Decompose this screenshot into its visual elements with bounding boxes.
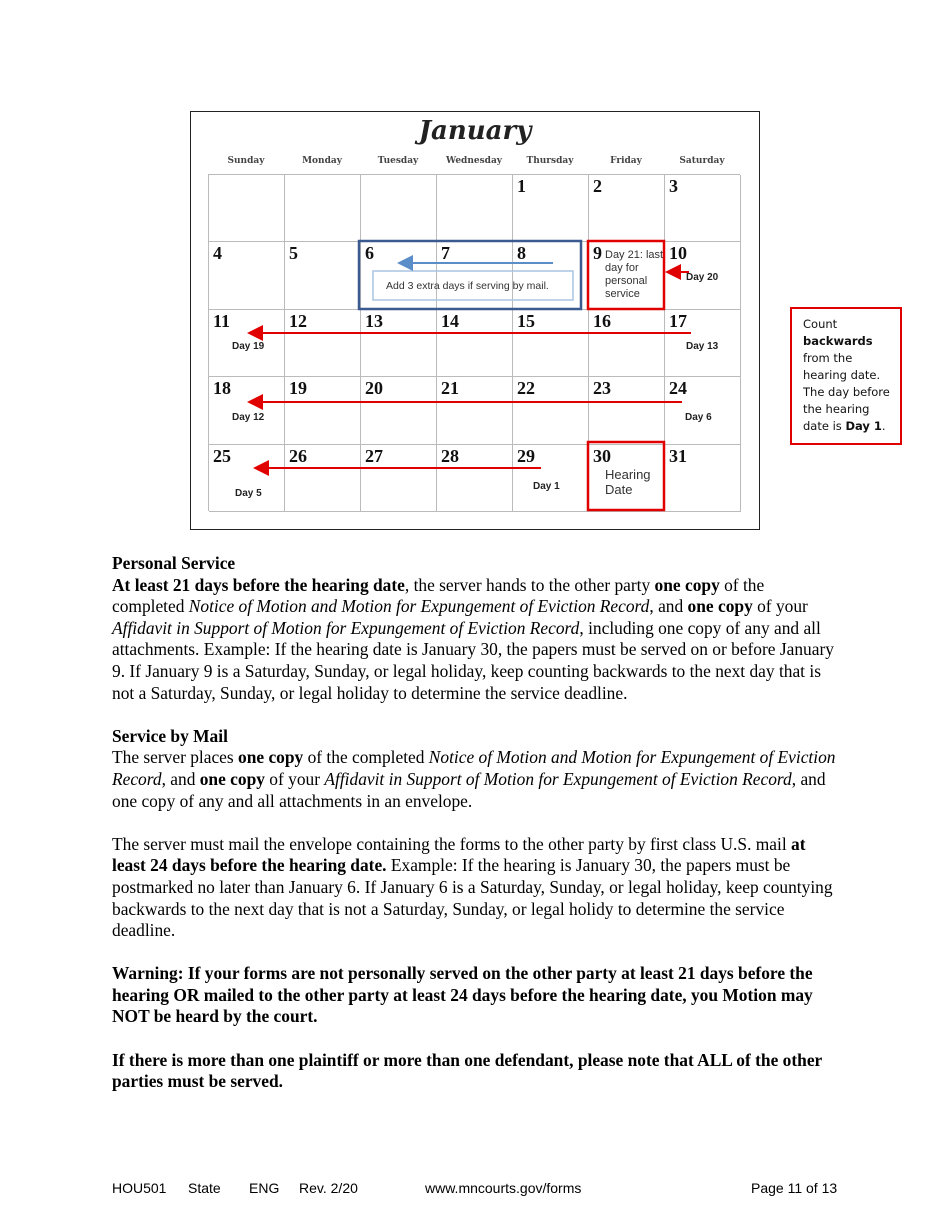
calendar-day-cell xyxy=(285,310,361,377)
text-run: , and xyxy=(161,768,200,789)
mail-deadline-paragraph xyxy=(112,834,838,942)
weekday-sunday: Sunday xyxy=(227,156,265,166)
calendar-day-number: 21 xyxy=(441,378,459,399)
calendar-day-number: 29 xyxy=(517,445,535,466)
calendar-day-number: 20 xyxy=(365,378,383,399)
side-note-line: The day before xyxy=(803,385,890,399)
calendar-day-cell xyxy=(437,310,513,377)
calendar-month-title: January xyxy=(418,116,532,146)
text-bold: one copy xyxy=(199,768,265,789)
text-bold: one copy xyxy=(654,574,720,595)
footer-url: www.mncourts.gov/forms xyxy=(425,1180,582,1196)
calendar-day-number: 23 xyxy=(593,378,611,399)
text-run: of the completed xyxy=(112,574,765,617)
calendar-day-number: 8 xyxy=(517,243,526,264)
instructions-body xyxy=(112,553,838,1093)
weekday-wednesday: Wednesday xyxy=(445,156,503,166)
calendar-day-number: 16 xyxy=(593,310,611,331)
text-run: Example: If the hearing is January 30, the papers must be postmarked no later than January 6. If January 6 is a Saturday, Sunday, or legal holiday, keep countying backwards to the next day that is not a Saturday, Sunday, or legal holidy to determine the service deadline. xyxy=(112,855,833,941)
calendar-day-number: 1 xyxy=(517,176,526,196)
calendar-day-number: 24 xyxy=(669,378,687,399)
calendar-day-cell xyxy=(285,445,361,512)
calendar-grid xyxy=(208,174,740,511)
count-backwards-note xyxy=(790,307,902,445)
text-run: , and one copy of any and all attachments in an envelope. xyxy=(112,768,826,811)
calendar-day-number: 17 xyxy=(669,310,687,331)
calendar-day-number: 10 xyxy=(669,243,687,264)
calendar-day-number: 4 xyxy=(213,243,222,264)
personal-service-paragraph xyxy=(112,575,838,705)
footer-level: State xyxy=(188,1180,221,1196)
calendar-day-cell xyxy=(437,242,513,309)
calendar-day-number: 30 xyxy=(593,445,611,466)
calendar-day-cell xyxy=(513,310,589,377)
calendar-day-number: 12 xyxy=(289,310,307,331)
text-run: , the server hands to the other party xyxy=(404,574,655,595)
calendar-day-cell xyxy=(437,445,513,512)
form-title: Affidavit in Support of Motion for Expungement of Eviction Record xyxy=(112,617,580,638)
day21-note-line: personal xyxy=(605,275,648,287)
side-note-day1: Day 1 xyxy=(845,419,882,433)
footer-form-id: HOU501 xyxy=(112,1180,167,1196)
side-note-line xyxy=(803,418,900,435)
calendar-day-cell xyxy=(209,175,285,242)
day6-label: Day 6 xyxy=(685,412,712,423)
service-by-mail-paragraph xyxy=(112,747,838,812)
side-note-line: the hearing xyxy=(803,402,870,416)
day5-label: Day 5 xyxy=(235,488,262,499)
calendar-day-number: 7 xyxy=(441,243,450,264)
calendar-day-number: 15 xyxy=(517,310,535,331)
calendar-day-number: 19 xyxy=(289,378,307,399)
calendar-day-cell xyxy=(437,377,513,444)
calendar-day-cell xyxy=(361,377,437,444)
text-run: The server places xyxy=(112,747,239,768)
weekday-monday: Monday xyxy=(302,156,342,166)
form-title: Notice of Motion and Motion for Expungement of Eviction Record xyxy=(112,747,836,789)
day21-note-line: service xyxy=(605,288,640,300)
side-note-bold-line: backwards xyxy=(803,334,873,348)
day21-note-line: day for xyxy=(605,262,639,274)
footer-language: ENG xyxy=(249,1180,280,1196)
calendar-day-number: 22 xyxy=(517,378,535,399)
calendar-figure xyxy=(190,111,760,530)
all-parties-paragraph: If there is more than one plaintiff or more than one defendant, please note that ALL of the other parties must be served. xyxy=(112,1049,822,1092)
calendar-day-number: 27 xyxy=(365,445,383,466)
text-run: of the completed xyxy=(303,747,429,768)
side-note-line: Count xyxy=(803,317,838,331)
footer-page-number: Page 11 of 13 xyxy=(751,1180,838,1196)
calendar-day-cell xyxy=(589,377,665,444)
day12-label: Day 12 xyxy=(232,412,265,423)
text-run: The server must mail the envelope containing the forms to the other party by first class U.S. mail xyxy=(112,833,792,854)
calendar-day-cell xyxy=(361,242,437,309)
side-note-line: hearing date. xyxy=(803,368,881,382)
mail-extension-note: Add 3 extra days if serving by mail. xyxy=(386,280,549,292)
calendar-day-cell xyxy=(361,445,437,512)
weekday-thursday: Thursday xyxy=(526,156,574,166)
day21-note-line: Day 21: last xyxy=(605,249,664,261)
day21-note xyxy=(605,249,663,301)
text-bold: one copy xyxy=(687,596,753,617)
day13-label: Day 13 xyxy=(686,341,719,352)
text-run: of your xyxy=(264,768,325,789)
side-note-line: from the xyxy=(803,351,853,365)
calendar-day-cell xyxy=(513,175,589,242)
text-run: , including one copy of any and all attachments. Example: If the hearing date is January 30, the papers must be served on or before January 9. If January 9 is a Saturday, Sunday, or legal holiday, keep counting backwards to the next day that is not a Saturday, Sunday, or legal holiday to determine the service deadline. xyxy=(112,617,834,703)
text-bold: at least 24 days before the hearing date. xyxy=(112,833,806,876)
calendar-day-number: 18 xyxy=(213,378,231,399)
side-note-text: . xyxy=(881,419,886,433)
hearing-date-line: Date xyxy=(605,482,633,497)
calendar-day-cell xyxy=(209,377,285,444)
calendar-day-number: 3 xyxy=(669,176,678,196)
calendar-day-number: 11 xyxy=(213,310,231,331)
calendar-day-number: 26 xyxy=(289,445,307,466)
calendar-day-cell xyxy=(361,175,437,242)
calendar-day-number: 14 xyxy=(441,310,459,331)
calendar-day-cell xyxy=(513,445,589,512)
weekday-friday: Friday xyxy=(610,156,642,166)
calendar-day-cell xyxy=(589,310,665,377)
calendar-day-cell xyxy=(665,377,741,444)
calendar-day-cell xyxy=(513,242,589,309)
calendar-day-cell xyxy=(209,445,285,512)
form-title: Notice of Motion and Motion for Expungement of Eviction Record xyxy=(188,596,650,617)
text-bold: one copy xyxy=(238,747,304,768)
day19-label: Day 19 xyxy=(232,341,265,352)
text-run: , and xyxy=(649,596,688,617)
calendar-day-cell xyxy=(285,377,361,444)
calendar-day-cell xyxy=(285,175,361,242)
calendar-day-number: 9 xyxy=(593,243,602,264)
calendar-day-number: 13 xyxy=(365,310,383,331)
calendar-day-cell xyxy=(361,310,437,377)
page-footer xyxy=(112,1180,838,1198)
calendar-day-number: 6 xyxy=(365,243,374,264)
warning-paragraph: Warning: If your forms are not personally served on the other party at least 21 days before the hearing OR mailed to the other party at least 24 days before the hearing date, you Motion may NOT be heard by the court. xyxy=(112,963,813,1027)
calendar-day-cell xyxy=(209,242,285,309)
calendar-day-number: 31 xyxy=(669,445,687,466)
day20-label: Day 20 xyxy=(686,272,719,283)
hearing-date-label xyxy=(605,467,651,497)
calendar-day-cell xyxy=(437,175,513,242)
calendar-day-cell xyxy=(285,242,361,309)
calendar-day-cell xyxy=(665,445,741,512)
calendar-day-number: 25 xyxy=(213,445,231,466)
weekday-header-row xyxy=(208,156,740,170)
weekday-saturday: Saturday xyxy=(679,156,725,166)
form-title: Affidavit in Support of Motion for Expungement of Eviction Record xyxy=(324,768,792,789)
day1-label: Day 1 xyxy=(533,481,560,492)
footer-revision: Rev. 2/20 xyxy=(299,1180,358,1196)
side-note-text: date is xyxy=(803,419,846,433)
service-by-mail-heading: Service by Mail xyxy=(112,725,228,746)
weekday-tuesday: Tuesday xyxy=(377,156,419,166)
calendar-day-cell xyxy=(589,175,665,242)
text-bold: At least 21 days before the hearing date xyxy=(112,574,405,595)
hearing-date-line: Hearing xyxy=(605,467,651,482)
text-run: of your xyxy=(752,596,808,617)
calendar-day-cell xyxy=(513,377,589,444)
calendar-day-number: 2 xyxy=(593,176,602,196)
personal-service-heading: Personal Service xyxy=(112,553,236,573)
calendar-day-number: 5 xyxy=(289,243,298,264)
calendar-day-cell xyxy=(665,175,741,242)
calendar-day-number: 28 xyxy=(441,445,459,466)
